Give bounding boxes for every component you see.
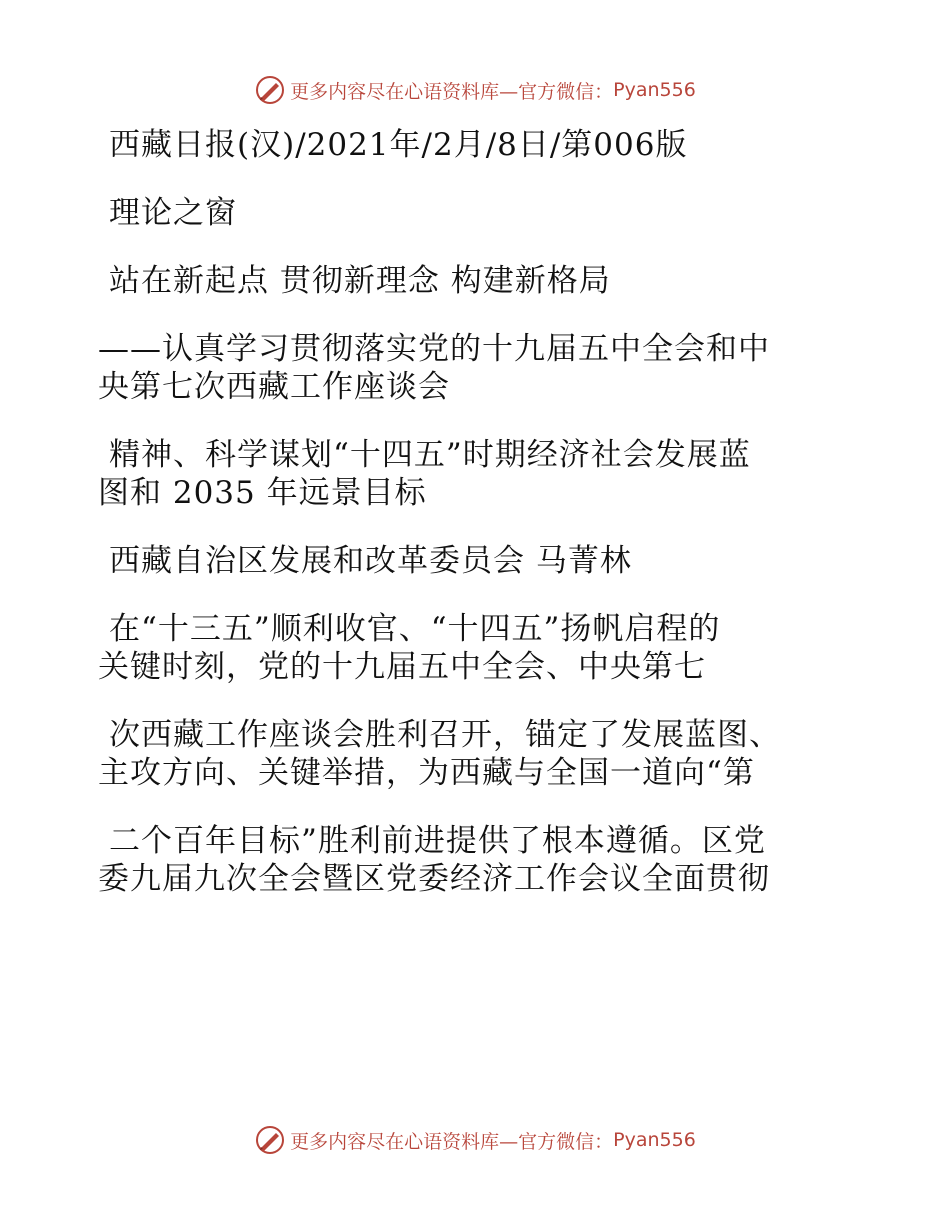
document-body [98, 126, 838, 898]
pen-logo-icon [254, 74, 286, 106]
article-title: 站在新起点 贯彻新理念 构建新格局 [109, 263, 611, 299]
paragraph-line: 关键时刻，党的十九届五中全会、中央第七 [98, 649, 706, 685]
paragraph-line: 次西藏工作座谈会胜利召开，锚定了发展蓝图、 [109, 717, 781, 753]
watermark-text: 更多内容尽在心语资料库—官方微信： [290, 1130, 614, 1153]
column-name: 理论之窗 [109, 195, 237, 231]
source-line: 西藏日报(汉)/2021年/2月/8日/第006版 [109, 127, 688, 163]
paragraph-line: 委九届九次全会暨区党委经济工作会议全面贯彻 [98, 861, 770, 897]
subtitle-line-2: 央第七次西藏工作座谈会 [98, 369, 450, 405]
pen-logo-icon [254, 1124, 286, 1156]
author-line: 西藏自治区发展和改革委员会 马菁林 [109, 543, 632, 579]
footer-watermark [0, 1120, 950, 1160]
subtitle-line-1: ——认真学习贯彻落实党的十九届五中全会和中 [98, 331, 770, 367]
watermark-handle: Pyan556 [613, 1129, 696, 1151]
watermark-text: 更多内容尽在心语资料库—官方微信： [290, 80, 614, 103]
paragraph-line: 二个百年目标”胜利前进提供了根本遵循。区党 [109, 823, 766, 859]
watermark-handle: Pyan556 [613, 79, 696, 101]
paragraph-line: 在“十三五”顺利收官、“十四五”扬帆启程的 [109, 611, 721, 647]
header-watermark [0, 70, 950, 110]
subtitle-line-4: 图和 2035 年远景目标 [98, 475, 427, 511]
subtitle-line-3: 精神、科学谋划“十四五”时期经济社会发展蓝 [109, 437, 751, 473]
paragraph-line: 主攻方向、关键举措，为西藏与全国一道向“第 [98, 755, 755, 791]
